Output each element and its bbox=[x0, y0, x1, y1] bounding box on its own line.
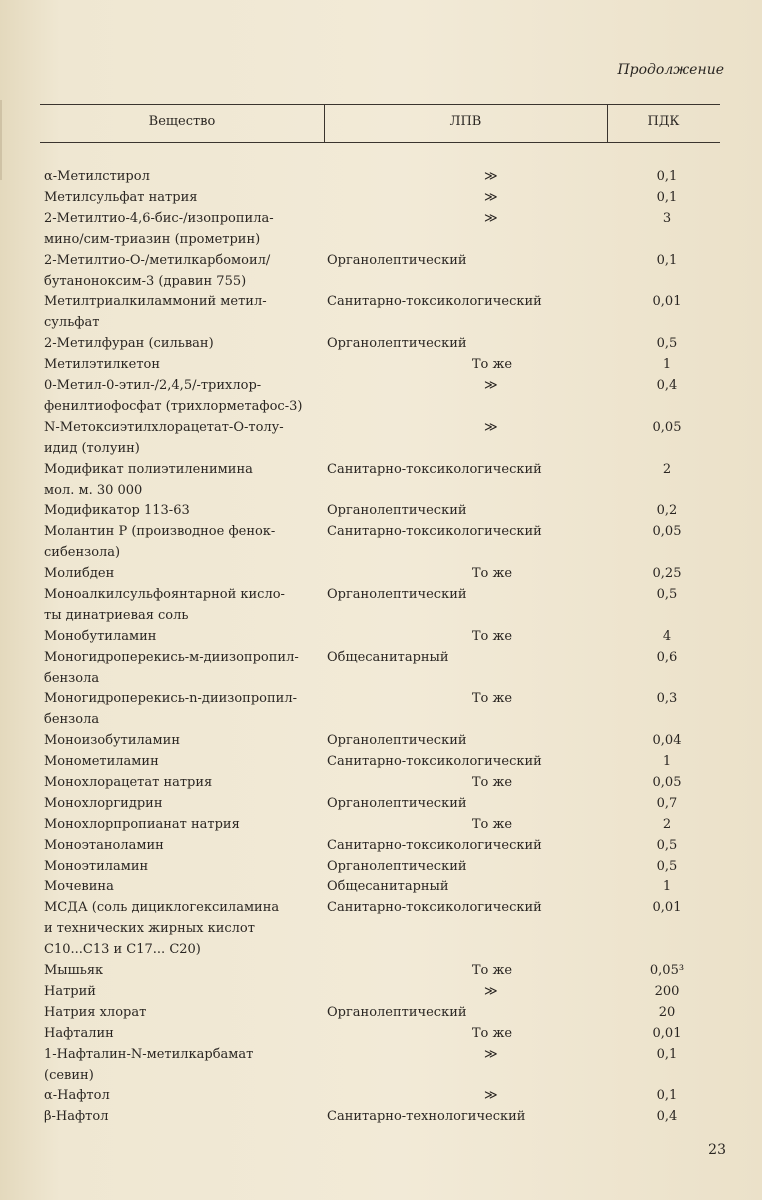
table-row bbox=[0, 730, 762, 751]
substance-line: Монобутиламин bbox=[44, 628, 157, 644]
table-header-rule bbox=[40, 142, 720, 143]
pdk-cell: 0,4 bbox=[656, 377, 678, 393]
substance-line: Моноэтиламин bbox=[44, 858, 149, 874]
substance-cell bbox=[44, 793, 324, 814]
substance-line: β-Нафтол bbox=[44, 1109, 109, 1125]
substance-cell bbox=[44, 856, 324, 877]
table-row bbox=[0, 250, 762, 292]
substance-line: ты динатриевая соль bbox=[44, 607, 189, 623]
pdk-cell: 0,1 bbox=[656, 189, 678, 205]
pdk-cell: 2 bbox=[662, 816, 672, 832]
substance-line: Мышьяк bbox=[44, 963, 104, 979]
substance-line: Мочевина bbox=[44, 879, 114, 895]
substance-cell bbox=[44, 459, 324, 501]
substance-line: Моногидроперекись-м-диизопропил- bbox=[44, 649, 299, 665]
table-row bbox=[0, 897, 762, 960]
table-row bbox=[0, 500, 762, 521]
substance-line: Моноалкилсульфоянтарной кисло- bbox=[44, 586, 285, 602]
substance-cell bbox=[44, 375, 324, 417]
substance-line: Нафталин bbox=[44, 1025, 114, 1041]
table-row bbox=[0, 751, 762, 772]
substance-cell bbox=[44, 1085, 324, 1106]
pdk-cell: 1 bbox=[662, 754, 672, 770]
substance-line: Модификат полиэтиленимина bbox=[44, 461, 253, 477]
substance-line: мол. м. 30 000 bbox=[44, 482, 143, 498]
substance-line: (севин) bbox=[44, 1067, 94, 1083]
pdk-cell: 0,01 bbox=[652, 1025, 682, 1041]
lpv-cell: Органолептический bbox=[327, 252, 467, 268]
substance-line: 1-Нафталин-N-метилкарбамат bbox=[44, 1046, 254, 1062]
table-row bbox=[0, 960, 762, 981]
lpv-cell: ≫ bbox=[484, 419, 498, 435]
substance-line: α-Нафтол bbox=[44, 1088, 110, 1104]
pdk-cell: 0,01 bbox=[652, 294, 682, 310]
table-row bbox=[0, 459, 762, 501]
lpv-cell: Органолептический bbox=[327, 586, 467, 602]
table-row bbox=[0, 772, 762, 793]
lpv-cell: ≫ bbox=[484, 1088, 498, 1104]
substance-line: N-Метоксиэтилхлорацетат-О-толу- bbox=[44, 419, 284, 435]
substance-cell bbox=[44, 1023, 324, 1044]
pdk-cell: 3 bbox=[662, 210, 672, 226]
lpv-cell: Санитарно-токсикологический bbox=[327, 461, 542, 477]
pdk-cell: 0,4 bbox=[656, 1109, 678, 1125]
substance-cell bbox=[44, 981, 324, 1002]
substance-cell bbox=[44, 960, 324, 981]
lpv-cell: Органолептический bbox=[327, 336, 467, 352]
table-row bbox=[0, 584, 762, 626]
table-row bbox=[0, 208, 762, 250]
pdk-cell: 20 bbox=[658, 1004, 676, 1020]
substance-cell bbox=[44, 1106, 324, 1127]
substance-cell bbox=[44, 730, 324, 751]
substance-line: Метилтриалкиламмоний метил- bbox=[44, 294, 267, 310]
lpv-cell: Санитарно-токсикологический bbox=[327, 900, 542, 916]
pdk-cell: 0,2 bbox=[656, 503, 678, 519]
pdk-cell: 0,5 bbox=[656, 858, 678, 874]
lpv-cell: Органолептический bbox=[327, 1004, 467, 1020]
lpv-cell: Органолептический bbox=[327, 733, 467, 749]
table-row bbox=[0, 981, 762, 1002]
table-row bbox=[0, 521, 762, 563]
pdk-cell: 0,01 bbox=[652, 900, 682, 916]
substance-line: Моногидроперекись-n-диизопропил- bbox=[44, 691, 297, 707]
substance-cell bbox=[44, 291, 324, 333]
lpv-cell: Общесанитарный bbox=[327, 649, 449, 665]
substance-line: мино/сим-триазин (прометрин) bbox=[44, 231, 261, 247]
table-row bbox=[0, 291, 762, 333]
substance-cell bbox=[44, 1044, 324, 1086]
lpv-cell: То же bbox=[471, 1025, 513, 1041]
substance-cell bbox=[44, 751, 324, 772]
header-substance: Вещество bbox=[148, 114, 216, 129]
lpv-cell: Общесанитарный bbox=[327, 879, 449, 895]
substance-line: Моноизобутиламин bbox=[44, 733, 180, 749]
table-row bbox=[0, 793, 762, 814]
pdk-cell: 0,1 bbox=[656, 1088, 678, 1104]
pdk-cell: 0,1 bbox=[656, 252, 678, 268]
lpv-cell: То же bbox=[471, 628, 513, 644]
substance-line: 0-Метил-0-этил-/2,4,5/-трихлор- bbox=[44, 377, 262, 393]
substance-line: Монометиламин bbox=[44, 754, 159, 770]
pdk-cell: 0,05 bbox=[652, 524, 682, 540]
substance-cell bbox=[44, 187, 324, 208]
lpv-cell: То же bbox=[471, 691, 513, 707]
pdk-cell: 1 bbox=[662, 879, 672, 895]
table-row bbox=[0, 1044, 762, 1086]
pdk-cell: 0,5 bbox=[656, 586, 678, 602]
substance-line: фенилтиофосфат (трихлорметафос-3) bbox=[44, 398, 303, 414]
substance-cell bbox=[44, 772, 324, 793]
pdk-cell: 0,1 bbox=[656, 1046, 678, 1062]
table-row bbox=[0, 563, 762, 584]
substance-cell bbox=[44, 250, 324, 292]
substance-line: Монохлорпропианат натрия bbox=[44, 816, 240, 832]
pdk-cell: 0,05 bbox=[652, 419, 682, 435]
table-row bbox=[0, 1002, 762, 1023]
substance-line: Модификатор 113-63 bbox=[44, 503, 190, 519]
header-pdk: ПДК bbox=[647, 114, 680, 129]
lpv-cell: Санитарно-технологический bbox=[327, 1109, 526, 1125]
substance-line: Натрия хлорат bbox=[44, 1004, 147, 1020]
table-row bbox=[0, 688, 762, 730]
header-lpv: ЛПВ bbox=[449, 114, 482, 129]
pdk-cell: 0,1 bbox=[656, 169, 678, 184]
table-row bbox=[0, 814, 762, 835]
lpv-cell: ≫ bbox=[484, 189, 498, 205]
table-row bbox=[0, 333, 762, 354]
substance-cell bbox=[44, 333, 324, 354]
pdk-cell: 1 bbox=[662, 357, 672, 373]
substance-cell bbox=[44, 1002, 324, 1023]
pdk-cell: 0,3 bbox=[656, 691, 678, 707]
lpv-cell: ≫ bbox=[484, 210, 498, 226]
lpv-cell: То же bbox=[471, 774, 513, 790]
lpv-cell: То же bbox=[471, 963, 513, 979]
table-row bbox=[0, 835, 762, 856]
substance-cell bbox=[44, 354, 324, 375]
lpv-cell: Органолептический bbox=[327, 795, 467, 811]
table-body bbox=[0, 166, 762, 1127]
substance-line: 2-Метилтио-4,6-бис-/изопропила- bbox=[44, 210, 274, 226]
substance-cell bbox=[44, 521, 324, 563]
substance-line: α-Метилстирол bbox=[44, 169, 150, 184]
table-row bbox=[0, 375, 762, 417]
substance-cell bbox=[44, 208, 324, 250]
substance-line: C10...C13 и C17... C20) bbox=[44, 942, 201, 958]
substance-line: Натрий bbox=[44, 983, 96, 999]
table-row bbox=[0, 626, 762, 647]
pdk-cell: 0,6 bbox=[656, 649, 678, 665]
substance-line: сульфат bbox=[44, 315, 100, 331]
substance-line: Моноэтаноламин bbox=[44, 837, 164, 853]
substance-line: 2-Метилтио-О-/метилкарбомоил/ bbox=[44, 252, 271, 268]
table-row bbox=[0, 1023, 762, 1044]
substance-line: Молантин Р (производное фенок- bbox=[44, 524, 276, 540]
lpv-cell: Санитарно-токсикологический bbox=[327, 524, 542, 540]
pdk-cell: 0,04 bbox=[652, 733, 682, 749]
lpv-cell: ≫ bbox=[484, 169, 498, 184]
substance-line: Монохлорацетат натрия bbox=[44, 774, 213, 790]
table-row bbox=[0, 876, 762, 897]
table-row bbox=[0, 647, 762, 689]
substance-cell bbox=[44, 563, 324, 584]
table-row bbox=[0, 417, 762, 459]
lpv-cell: Санитарно-токсикологический bbox=[327, 754, 542, 770]
pdk-cell: 0,05³ bbox=[649, 963, 685, 979]
substance-line: бутаноноксим-3 (дравин 755) bbox=[44, 273, 247, 289]
table-row bbox=[0, 1085, 762, 1106]
substance-line: МСДА (соль дициклогексиламина bbox=[44, 900, 280, 916]
substance-cell bbox=[44, 897, 324, 960]
substance-line: Метилсульфат натрия bbox=[44, 189, 198, 205]
pdk-cell: 0,5 bbox=[656, 336, 678, 352]
substance-line: Метилэтилкетон bbox=[44, 357, 161, 373]
pdk-cell: 200 bbox=[654, 983, 680, 999]
substance-cell bbox=[44, 688, 324, 730]
pdk-cell: 0,5 bbox=[656, 837, 678, 853]
table-row bbox=[0, 354, 762, 375]
pdk-cell: 0,7 bbox=[656, 795, 678, 811]
lpv-cell: Органолептический bbox=[327, 503, 467, 519]
substance-cell bbox=[44, 647, 324, 689]
pdk-cell: 0,05 bbox=[652, 774, 682, 790]
lpv-cell: ≫ bbox=[484, 983, 498, 999]
table-row bbox=[0, 166, 762, 187]
pdk-cell: 2 bbox=[662, 461, 672, 477]
substance-cell bbox=[44, 417, 324, 459]
substance-cell bbox=[44, 626, 324, 647]
lpv-cell: ≫ bbox=[484, 1046, 498, 1062]
substance-line: сибензола) bbox=[44, 545, 121, 561]
lpv-cell: То же bbox=[471, 566, 513, 582]
table-row bbox=[0, 856, 762, 877]
substance-cell bbox=[44, 166, 324, 187]
lpv-cell: То же bbox=[471, 357, 513, 373]
lpv-cell: То же bbox=[471, 816, 513, 832]
substance-line: Монохлоргидрин bbox=[44, 795, 163, 811]
lpv-cell: ≫ bbox=[484, 377, 498, 393]
lpv-cell: Органолептический bbox=[327, 858, 467, 874]
substance-line: 2-Метилфуран (сильван) bbox=[44, 336, 214, 352]
table-row bbox=[0, 187, 762, 208]
substance-line: бензола bbox=[44, 670, 100, 686]
table-top-rule bbox=[40, 104, 720, 105]
substance-cell bbox=[44, 500, 324, 521]
lpv-cell: Санитарно-токсикологический bbox=[327, 837, 542, 853]
substance-line: идид (толуин) bbox=[44, 440, 140, 456]
substance-cell bbox=[44, 835, 324, 856]
substance-cell bbox=[44, 584, 324, 626]
continuation-label: Продолжение bbox=[617, 62, 724, 78]
pdk-cell: 0,25 bbox=[652, 566, 682, 582]
substance-line: Молибден bbox=[44, 566, 115, 582]
lpv-cell: Санитарно-токсикологический bbox=[327, 294, 542, 310]
pdk-cell: 4 bbox=[662, 628, 672, 644]
substance-line: и технических жирных кислот bbox=[44, 921, 255, 937]
table-row bbox=[0, 1106, 762, 1127]
substance-cell bbox=[44, 876, 324, 897]
substance-line: бензола bbox=[44, 712, 100, 728]
page-number: 23 bbox=[708, 1142, 726, 1158]
substance-cell bbox=[44, 814, 324, 835]
